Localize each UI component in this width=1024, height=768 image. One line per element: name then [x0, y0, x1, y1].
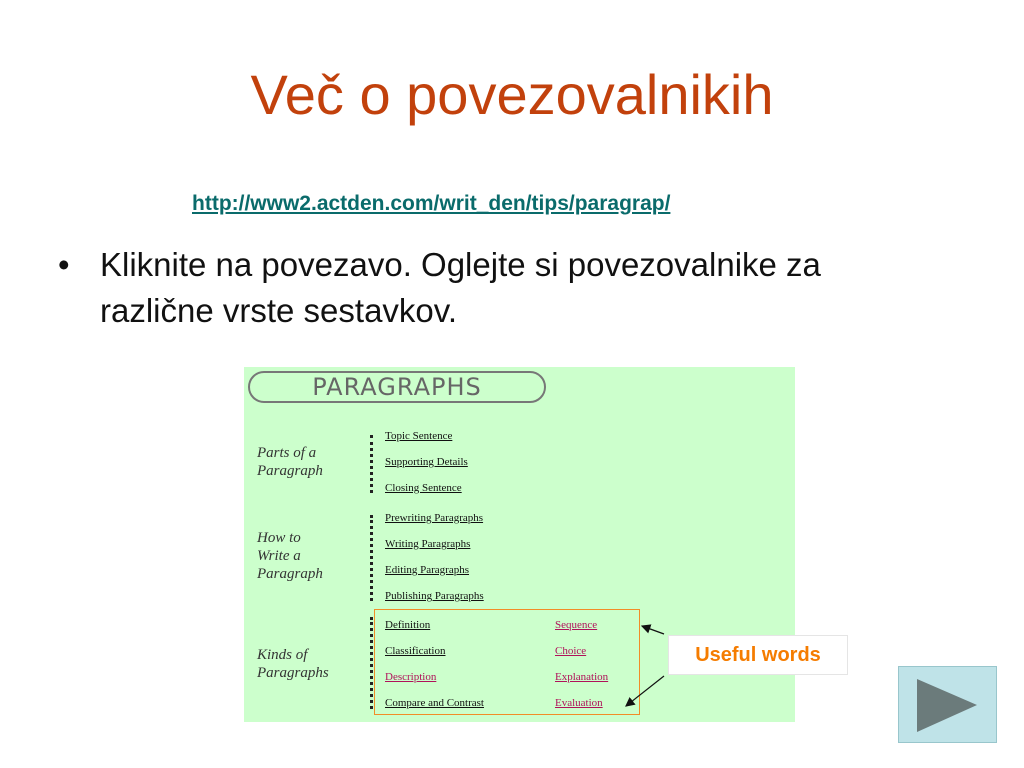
- link-editing[interactable]: Editing Paragraphs: [385, 564, 470, 576]
- link-choice[interactable]: Choice: [555, 645, 587, 657]
- paragraphs-header: PARAGRAPHS: [248, 371, 546, 403]
- bullet-symbol: •: [58, 246, 70, 283]
- useful-words-callout: Useful words: [668, 635, 848, 675]
- link-prewriting[interactable]: Prewriting Paragraphs: [385, 512, 484, 524]
- label-line: Paragraph: [257, 463, 323, 479]
- label-line: How to: [257, 530, 301, 546]
- link-classification[interactable]: Classification: [385, 645, 446, 657]
- link-writing[interactable]: Writing Paragraphs: [385, 538, 471, 550]
- link-evaluation[interactable]: Evaluation: [555, 697, 603, 709]
- arrow-to-evaluation: [626, 676, 664, 706]
- play-triangle-icon: [899, 667, 998, 744]
- paragraph-tips-link[interactable]: http://www2.actden.com/writ_den/tips/paragrap/: [192, 192, 671, 215]
- label-line: Parts of a: [257, 445, 317, 461]
- next-slide-button[interactable]: [898, 666, 997, 743]
- label-line: Kinds of: [257, 647, 308, 663]
- link-description[interactable]: Description: [385, 671, 437, 683]
- label-line: Write a: [257, 548, 301, 564]
- label-line: Paragraph: [257, 566, 323, 582]
- slide-title: Več o povezovalnikih: [250, 63, 774, 126]
- link-compare-contrast[interactable]: Compare and Contrast: [385, 697, 484, 709]
- label-line: Paragraphs: [257, 665, 329, 681]
- link-topic-sentence[interactable]: Topic Sentence: [385, 430, 453, 442]
- bullet-text: Kliknite na povezavo. Oglejte si povezovalnike za različne vrste sestavkov.: [100, 246, 821, 329]
- link-sequence[interactable]: Sequence: [555, 619, 598, 631]
- arrow-to-sequence: [642, 626, 664, 634]
- link-publishing[interactable]: Publishing Paragraphs: [385, 590, 484, 602]
- link-explanation[interactable]: Explanation: [555, 671, 609, 683]
- link-supporting-details[interactable]: Supporting Details: [385, 456, 468, 468]
- link-definition[interactable]: Definition: [385, 619, 431, 631]
- link-closing-sentence[interactable]: Closing Sentence: [385, 482, 462, 494]
